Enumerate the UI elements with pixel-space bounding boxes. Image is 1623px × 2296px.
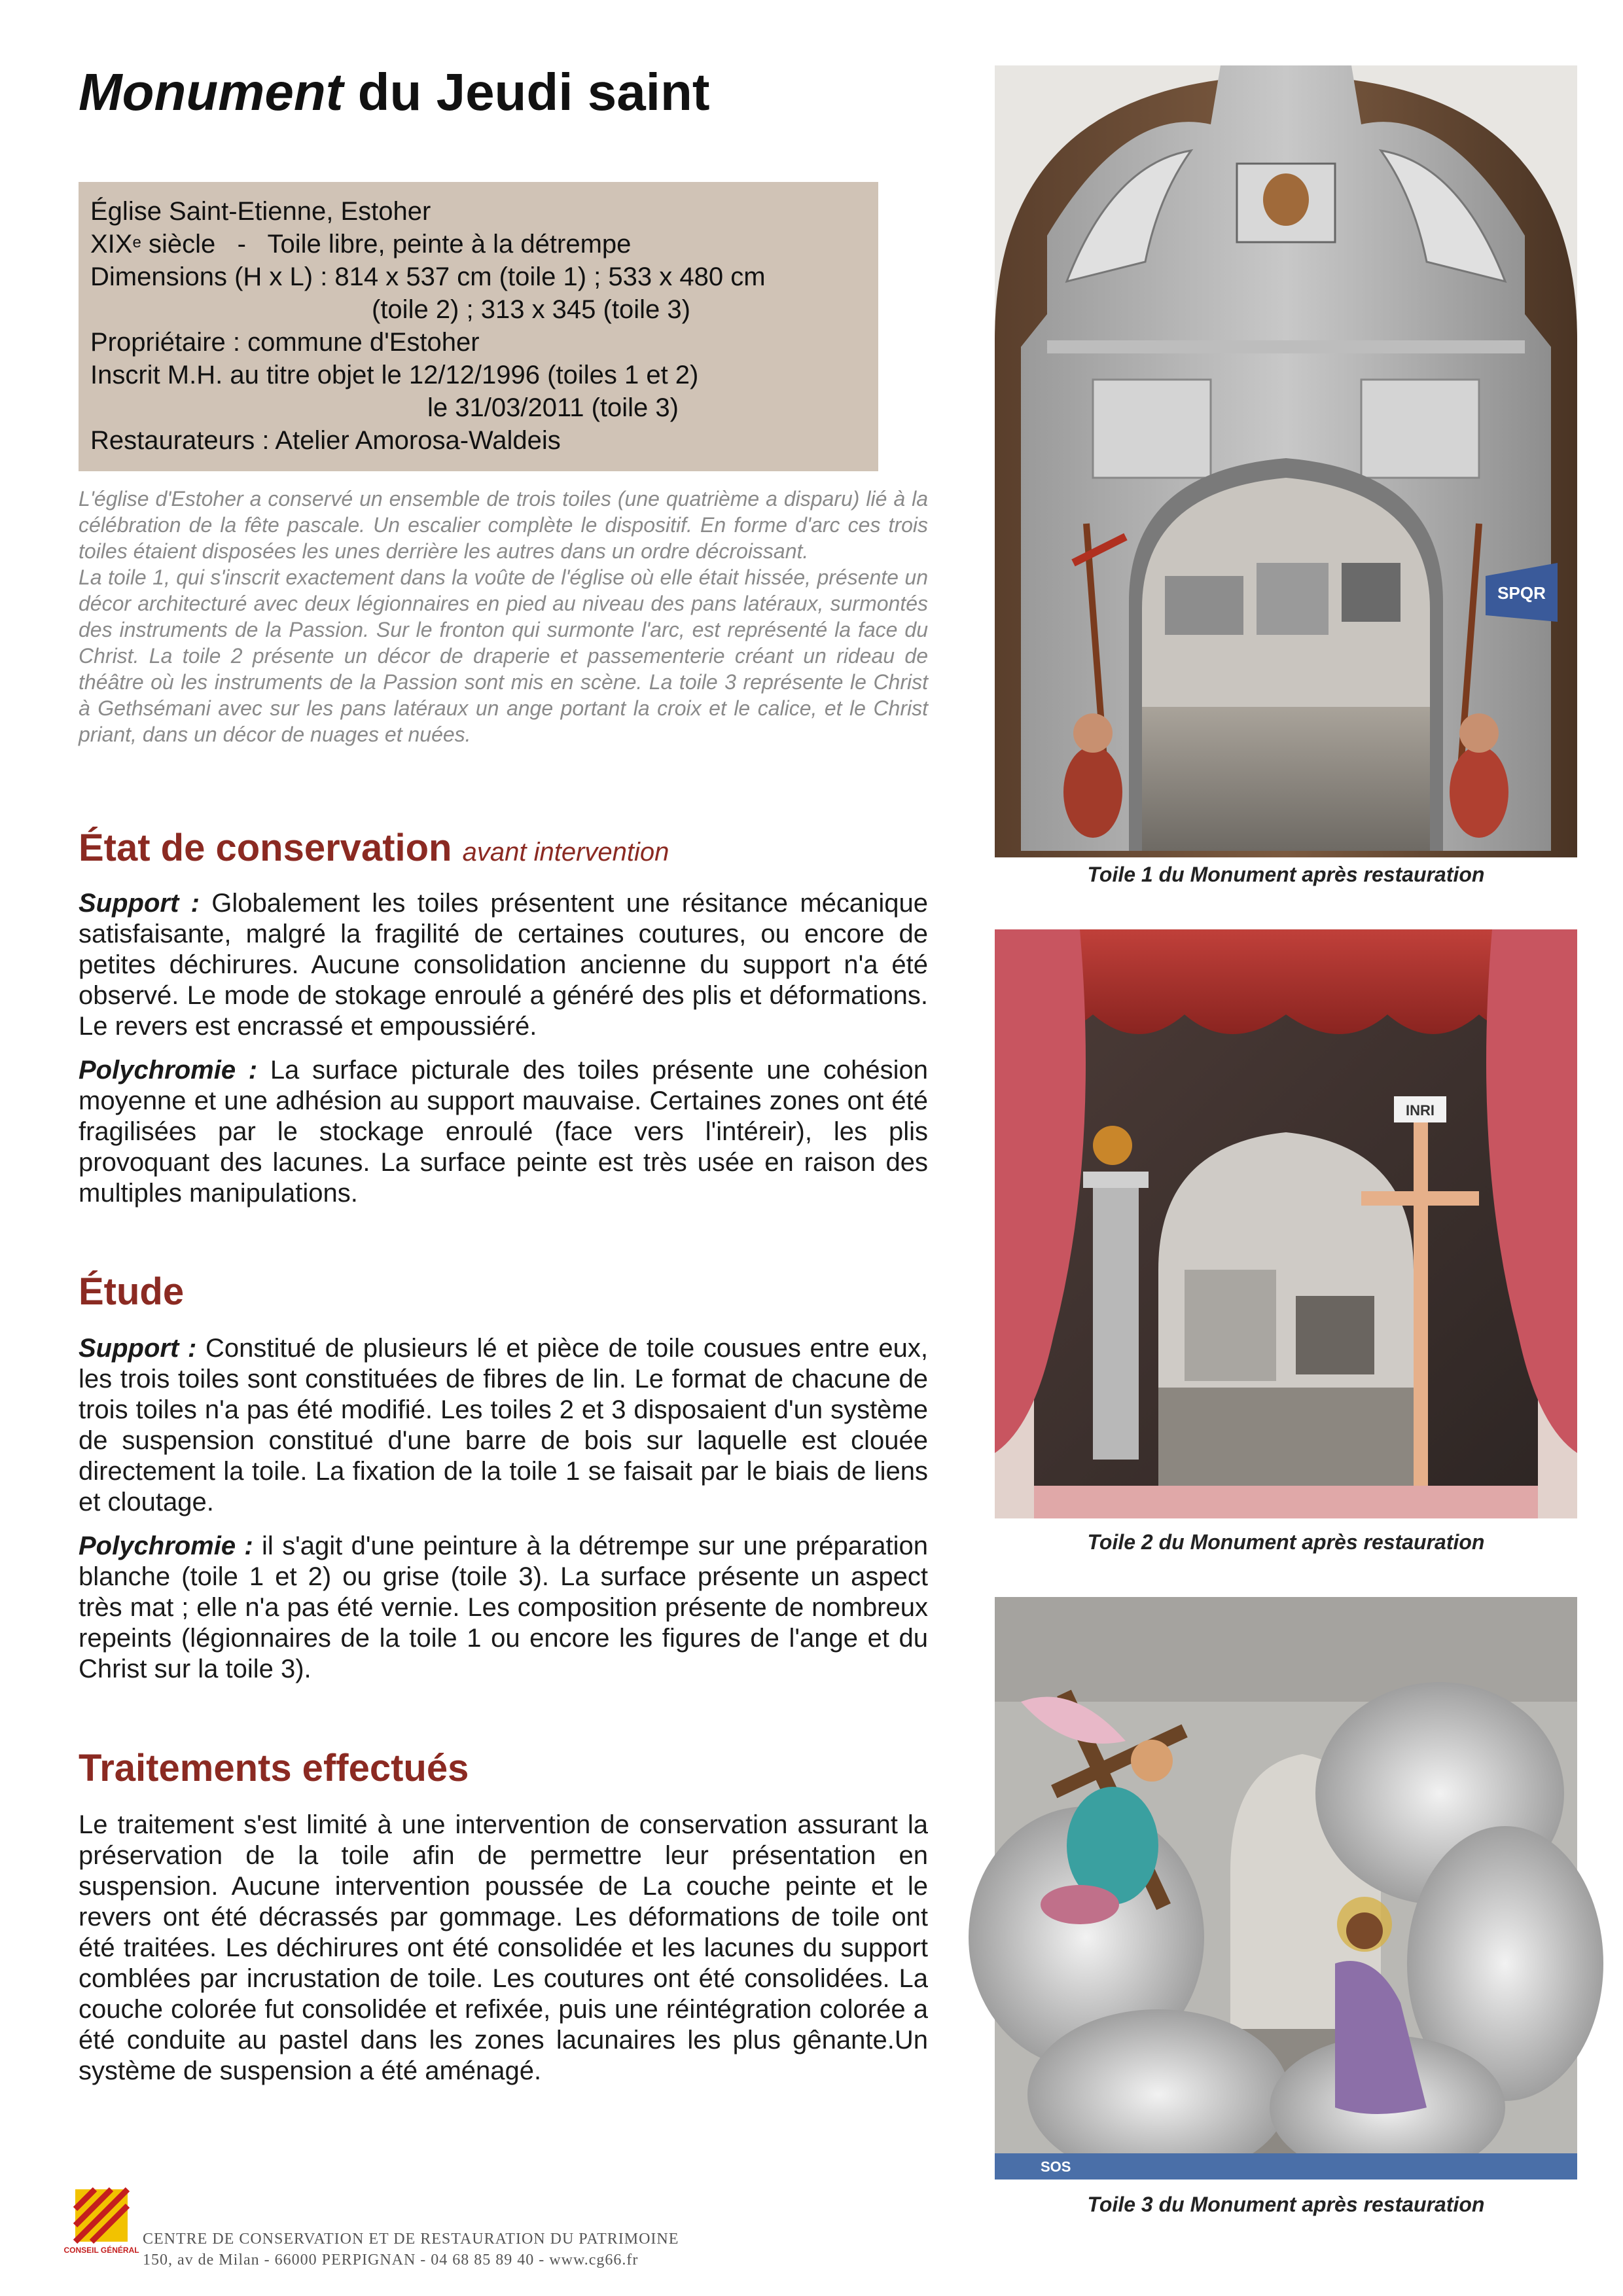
info-dimensions-cont: (toile 2) ; 313 x 345 (toile 3) bbox=[372, 295, 690, 324]
caption-toile-2: Toile 2 du Monument après restauration bbox=[1087, 1530, 1485, 1554]
heading-traitements: Traitements effectués bbox=[79, 1747, 469, 1789]
info-box bbox=[79, 182, 878, 471]
footer-address bbox=[143, 2229, 679, 2270]
info-inscription: Inscrit M.H. au titre objet le 12/12/1996 (toiles 1 et 2) bbox=[90, 361, 699, 389]
toile-3-illustration bbox=[995, 1597, 1577, 2179]
intro-paragraph-1: L'église d'Estoher a conservé un ensemble de trois toiles (une quatrième a disparu) lié à la célébration de la fête pascale. Un escalier complète le dispositif. En forme d'arc ces trois toiles étaient disposées les unes derrière les autres dans un ordre décroissant. bbox=[79, 487, 928, 563]
poly-label: Polychromie : bbox=[79, 1056, 258, 1085]
info-dimensions: Dimensions (H x L) : 814 x 537 cm (toile 1) ; 533 x 480 cm bbox=[90, 262, 766, 291]
toile-1-illustration bbox=[995, 65, 1577, 857]
spqr-banner-text: SPQR bbox=[1497, 583, 1546, 603]
support-text: Globalement les toiles présentent une résitance mécanique satisfaisante, malgré la fragilité de certaines coutures, ou encore de petites déchirures. Aucune consolidation ancienne du support n'a été observé. Le mode de stokage enroulé a généré des plis et déformations. Le revers est encrassé et empoussiéré. bbox=[79, 889, 929, 1041]
etude-support-paragraph bbox=[79, 1333, 928, 1518]
poly-text: La surface picturale des toiles présente une cohésion moyenne et une adhésion au support mauvaise. Certaines zones ont été fragilisées par le stockage enroulé (face vers l'intéreir), les plis provoquant des lacunes. La surface peinte est très usée en raison des multiples manipulations. bbox=[79, 1056, 928, 1208]
info-century bbox=[90, 228, 878, 260]
intro-paragraph-2: La toile 1, qui s'inscrit exactement dans la voûte de l'église où elle était hissée, présente un décor architecturé avec deux légionnaires en pied au niveau des pans latéraux, surmontés des instruments de la Passion. Sur le fronton qui surmonte l'arc, est représenté la face du Christ. La toile 2 présente un décor de draperie et passementerie créant un rideau de théâtre où les instruments de la Passion sont mis en scène. La toile 3 représente le Christ à Gethsémani avec sur les pans latéraux un ange portant la croix et le calice, et le Christ priant, dans un décor de nuages et nuées. bbox=[79, 565, 928, 746]
heading-etude: Étude bbox=[79, 1270, 185, 1313]
heading-subtitle: avant intervention bbox=[462, 838, 669, 867]
conseil-general-logo bbox=[63, 2186, 139, 2265]
section-etude-body bbox=[79, 1333, 928, 1698]
title-rest: du Jeudi saint bbox=[357, 63, 710, 121]
century-number: XIX bbox=[90, 230, 133, 259]
etude-poly-paragraph bbox=[79, 1531, 928, 1685]
section-traitements-body bbox=[79, 1810, 928, 2100]
caption-toile-3: Toile 3 du Monument après restauration bbox=[1087, 2193, 1485, 2216]
heading-etat-conservation bbox=[79, 826, 669, 870]
traitements-paragraph: Le traitement s'est limité à une intervention de conservation assurant la préservation de la toile afin de permettre leur présentation en suspension. Aucune intervention poussée de La couche peinte et le revers ont été décrassés par gommage. Les déformations de toile ont été traitées. Les déchirures ont été consolidée et les lacunes du support comblées par incrustation de toile. Les coutures ont été consolidées. La couche colorée fut consolidée et refixée, puis une réintégration colorée a été conduite au pastel dans les zones lacunaires les plus gênante.Un système de suspension a été aménagé. bbox=[79, 1810, 928, 2085]
poly-label: Polychromie : bbox=[79, 1532, 253, 1560]
support-text: Constitué de plusieurs lé et pièce de toile cousues entre eux, les trois toiles sont constituées de fibres de lin. Le format de chacune de trois toiles n'a pas été modifié. Les toiles 2 et 3 disposaient d'un système de suspension constitué d'une barre de bois sur laquelle est clouée directement la toile. La fixation de la toile 1 se faisait par le biais de liens et cloutage. bbox=[79, 1334, 928, 1516]
inri-plaque-text: INRI bbox=[1406, 1102, 1435, 1119]
photo-toile-3 bbox=[995, 1597, 1577, 2179]
etat-support-paragraph bbox=[79, 888, 928, 1042]
toile-2-illustration bbox=[995, 929, 1577, 1518]
century-sup: e bbox=[132, 234, 141, 251]
poly-text: il s'agit d'une peinture à la détrempe sur une préparation blanche (toile 1 et 2) ou grise (toile 3). La surface présente un aspect très mat ; elle n'a pas été vernie. Les composition présente de nombreux repeints (légionnaires de la toile 1 ou encore les figures de l'ange et du Christ sur la toile 3). bbox=[79, 1532, 928, 1683]
heading-text: État de conservation bbox=[79, 827, 452, 869]
section-etat-body bbox=[79, 888, 928, 1222]
base-strip-text: SOS bbox=[1041, 2159, 1071, 2175]
intro-text bbox=[79, 486, 928, 747]
support-label: Support : bbox=[79, 1334, 197, 1363]
support-label: Support : bbox=[79, 889, 200, 918]
page-title bbox=[79, 62, 709, 122]
info-restorers: Restaurateurs : Atelier Amorosa-Waldeis bbox=[90, 426, 561, 455]
conseil-general-logo-icon bbox=[63, 2186, 139, 2265]
footer-line-2: 150, av de Milan - 66000 PERPIGNAN - 04 68 85 89 40 - www.cg66.fr bbox=[143, 2251, 639, 2269]
footer-line-1: CENTRE DE CONSERVATION ET DE RESTAURATION DU PATRIMOINE bbox=[143, 2231, 679, 2248]
info-church: Église Saint-Etienne, Estoher bbox=[90, 197, 431, 226]
photo-toile-1 bbox=[995, 65, 1577, 857]
century-rest: siècle - Toile libre, peinte à la détrempe bbox=[141, 230, 632, 259]
title-italic: Monument bbox=[79, 63, 344, 121]
logo-text: CONSEIL GÉNÉRAL bbox=[63, 2246, 139, 2255]
photo-toile-2 bbox=[995, 929, 1577, 1518]
info-inscription-cont: le 31/03/2011 (toile 3) bbox=[427, 393, 679, 422]
caption-toile-1: Toile 1 du Monument après restauration bbox=[1087, 863, 1485, 886]
info-owner: Propriétaire : commune d'Estoher bbox=[90, 328, 480, 357]
etat-poly-paragraph bbox=[79, 1055, 928, 1209]
